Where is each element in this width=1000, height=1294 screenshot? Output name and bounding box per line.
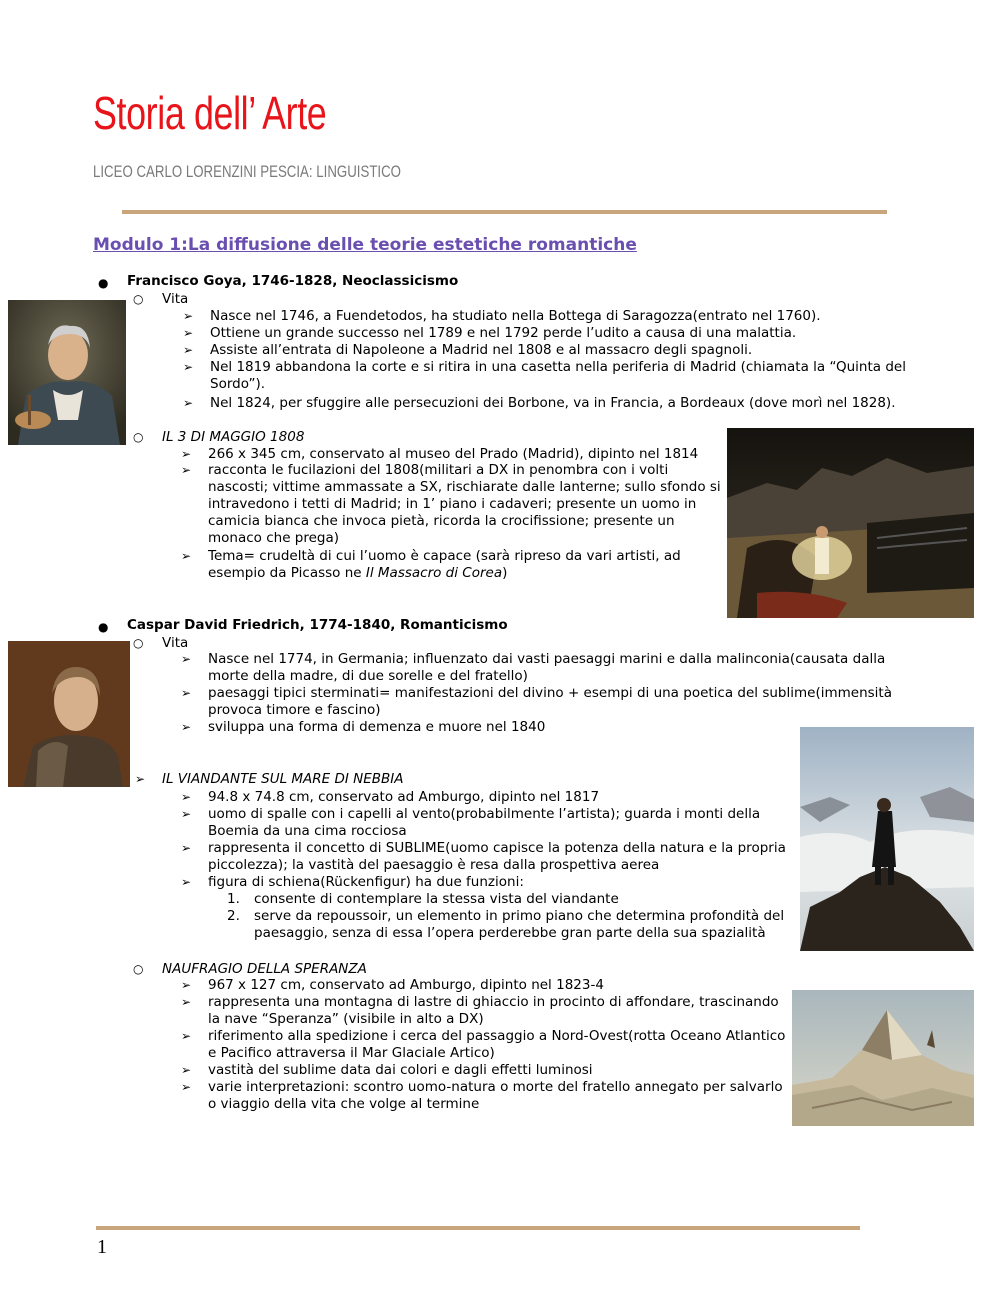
bullet-circle: ○ [133,292,144,306]
goya-vita-item: Nasce nel 1746, a Fuendetodos, ha studiato nella Bottega di Saragozza(entrato nel 1760). [210,308,821,324]
goya-work-item: racconta le fucilazioni del 1808(militari a DX in penombra con i volti [208,462,669,478]
goya-work-text: ) [502,565,508,581]
goya-work-item-cont [208,565,507,582]
arrow-bullet: ➢ [181,1080,192,1094]
module-heading: Modulo 1:La diffusione delle teorie estetiche romantiche [93,235,637,255]
arrow-bullet: ➢ [181,807,192,821]
arrow-bullet: ➢ [181,978,192,992]
goya-work-italic: Il Massacro di Corea [365,565,503,581]
goya-vita-item-cont: Sordo”). [210,376,266,392]
bullet-dot: ● [98,276,109,290]
arrow-bullet: ➢ [181,686,192,700]
tres-de-mayo-painting-image [727,428,974,618]
arrow-bullet: ➢ [181,720,192,734]
arrow-bullet: ➢ [181,995,192,1009]
friedrich-vita-item: sviluppa una forma di demenza e muore nel 1840 [208,719,546,735]
arrow-bullet: ➢ [183,396,194,410]
arrow-bullet: ➢ [135,772,146,786]
naufragio-item-cont: la nave “Speranza” (visibile in alto a DX) [208,1011,484,1027]
goya-work-item-cont: monaco che prega) [208,530,340,546]
arrow-bullet: ➢ [181,652,192,666]
arrow-bullet: ➢ [181,447,192,461]
numbered-marker: 1. [227,891,240,907]
arrow-bullet: ➢ [183,309,194,323]
viandante-item: rappresenta il concetto di SUBLIME(uomo capisce la potenza della natura e la propria [208,840,786,856]
viandante-subitem-cont: paesaggio, senza di essa l’opera perderebbe gran parte della sua spazialità [254,925,766,941]
page-title: Storia dell’ Arte [93,87,327,139]
viandante-item: figura di schiena(Rückenfigur) ha due funzioni: [208,874,524,890]
goya-vita-label: Vita [162,291,189,307]
viandante-item-cont: Boemia da una cima rocciosa [208,823,407,839]
footer-divider [96,1226,860,1230]
arrow-bullet: ➢ [181,875,192,889]
friedrich-vita-item: Nasce nel 1774, in Germania; influenzato dai vasti paesaggi marini e dalla malinconia(causata dalla [208,651,886,667]
viandante-painting-image [800,727,974,951]
arrow-bullet: ➢ [181,790,192,804]
arrow-bullet: ➢ [183,360,194,374]
naufragio-item: 967 x 127 cm, conservato ad Amburgo, dipinto nel 1823-4 [208,977,604,993]
viandante-item: 94.8 x 74.8 cm, conservato ad Amburgo, dipinto nel 1817 [208,789,600,805]
viandante-item: uomo di spalle con i capelli al vento(probabilmente l’artista); guarda i monti della [208,806,761,822]
friedrich-vita-item-cont: provoca timore e fascino) [208,702,381,718]
arrow-bullet: ➢ [181,841,192,855]
naufragio-item: vastità del sublime data dai colori e dagli effetti luminosi [208,1062,593,1078]
goya-work-text: esempio da Picasso ne [208,565,366,581]
goya-portrait-image [8,300,126,445]
school-subtitle: LICEO CARLO LORENZINI PESCIA: LINGUISTICO [93,162,402,181]
arrow-bullet: ➢ [183,343,194,357]
goya-vita-item: Nel 1819 abbandona la corte e si ritira in una casetta nella periferia di Madrid (chiamata la “Quinta del [210,359,906,375]
arrow-bullet: ➢ [183,326,194,340]
friedrich-heading: Caspar David Friedrich, 1774-1840, Romanticismo [127,617,508,633]
friedrich-portrait-image [8,641,130,787]
goya-work-item-cont: intravedono i tetti di Madrid; in 1’ piano i cadaveri; presente un uomo in [208,496,697,512]
naufragio-item: rappresenta una montagna di lastre di ghiaccio in procinto di affondare, trascinando [208,994,779,1010]
viandante-subitem: consente di contemplare la stessa vista del viandante [254,891,619,907]
naufragio-painting-image [792,990,974,1126]
goya-work-item: Tema= crudeltà di cui l’uomo è capace (sarà ripreso da vari artisti, ad [208,548,681,564]
numbered-marker: 2. [227,908,240,924]
goya-vita-item: Assiste all’entrata di Napoleone a Madrid nel 1808 e al massacro degli spagnoli. [210,342,753,358]
friedrich-vita-item-cont: morte della madre, di due sorelle e del fratello) [208,668,528,684]
goya-work-item-cont: camicia bianca che invoca pietà, ricorda la crocifissione; presente un [208,513,675,529]
naufragio-title: NAUFRAGIO DELLA SPERANZA [162,961,367,977]
goya-heading: Francisco Goya, 1746-1828, Neoclassicismo [127,273,459,289]
bullet-circle: ○ [133,636,144,650]
arrow-bullet: ➢ [181,1029,192,1043]
naufragio-item-cont: o viaggio della vita che volge al termine [208,1096,480,1112]
arrow-bullet: ➢ [181,463,192,477]
goya-vita-item: Ottiene un grande successo nel 1789 e nel 1792 perde l’udito a causa di una malattia. [210,325,797,341]
naufragio-item: riferimento alla spedizione i cerca del passaggio a Nord-Ovest(rotta Oceano Atlantico [208,1028,786,1044]
friedrich-vita-item: paesaggi tipici sterminati= manifestazioni del divino + esempi di una poetica del sublime(immensità [208,685,892,701]
friedrich-vita-label: Vita [162,635,189,651]
bullet-dot: ● [98,620,109,634]
arrow-bullet: ➢ [181,549,192,563]
viandante-item-cont: piccolezza); la vastità del paesaggio è resa dalla prospettiva aerea [208,857,660,873]
goya-work-item-cont: nascosti; vittime ammassate a SX, rischiarate dalle lanterne; sullo sfondo si [208,479,721,495]
bullet-circle: ○ [133,962,144,976]
viandante-subitem: serve da repoussoir, un elemento in primo piano che determina profondità del [254,908,785,924]
goya-vita-item: Nel 1824, per sfuggire alle persecuzioni dei Borbone, va in Francia, a Bordeaux (dove morì nel 1828). [210,395,896,411]
bullet-circle: ○ [133,430,144,444]
arrow-bullet: ➢ [181,1063,192,1077]
goya-work-item: 266 x 345 cm, conservato al museo del Prado (Madrid), dipinto nel 1814 [208,446,699,462]
naufragio-item-cont: e Pacifico attraversa il Mar Glaciale Artico) [208,1045,495,1061]
naufragio-item: varie interpretazioni: scontro uomo-natura o morte del fratello annegato per salvarlo [208,1079,783,1095]
page-number: 1 [97,1236,107,1258]
header-divider [122,210,887,214]
goya-work-title: IL 3 DI MAGGIO 1808 [162,429,305,445]
viandante-title: IL VIANDANTE SUL MARE DI NEBBIA [162,771,404,787]
